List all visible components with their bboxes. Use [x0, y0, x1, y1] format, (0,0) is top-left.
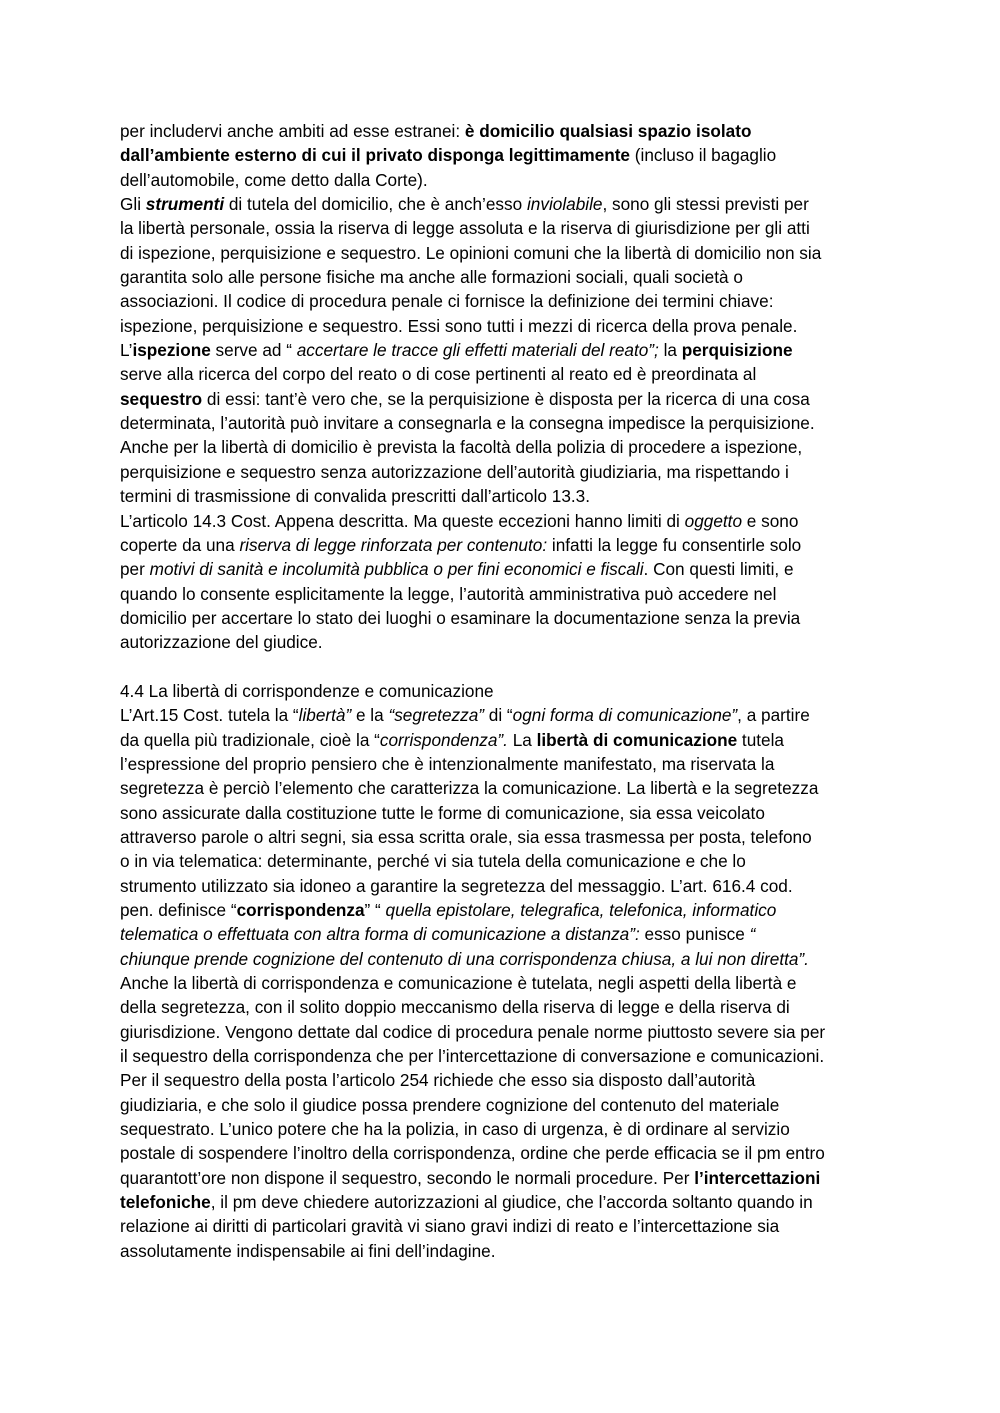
text-run: pen. definisce “	[120, 900, 237, 920]
text-line	[120, 362, 890, 386]
text-line	[120, 1214, 890, 1238]
text-line	[120, 338, 890, 362]
emphasized-text: oggetto	[684, 510, 743, 531]
text-run: L’	[120, 340, 133, 361]
text-run: assolutamente indispensabile ai fini dell’indagine.	[120, 1240, 496, 1261]
text-line	[120, 192, 890, 216]
text-run: relazione ai diritti di particolari gravità vi siano gravi indizi di reato e l’intercettazione sia	[120, 1216, 780, 1237]
text-run: e la	[351, 705, 389, 726]
text-run: da quella più tradizionale, cioè la “	[120, 729, 380, 750]
emphasized-text: accertare le tracce gli effetti materiali del reato”;	[296, 340, 659, 361]
text-line	[120, 582, 890, 606]
document-body	[120, 119, 890, 1263]
text-run: (incluso il bagaglio	[630, 145, 777, 166]
text-run: esso punisce	[639, 924, 750, 945]
text-line	[120, 387, 890, 411]
text-line	[120, 1239, 890, 1263]
text-line	[120, 801, 890, 825]
text-line	[120, 289, 890, 313]
emphasized-text: strumenti	[145, 194, 225, 215]
text-run: termini di trasmissione di convalida prescritti dall’articolo 13.3.	[120, 486, 590, 507]
text-run: la	[658, 340, 682, 361]
text-run: giudiziaria, e che solo il giudice possa prendere cognizione del contenuto del materiale	[120, 1094, 780, 1115]
text-line	[120, 143, 890, 167]
text-run: per includervi anche ambiti ad esse estranei:	[120, 121, 465, 141]
emphasized-text: è domicilio qualsiasi spazio isolato	[464, 121, 752, 141]
emphasized-text: quella epistolare, telegrafica, telefonica, informatico	[385, 900, 777, 920]
text-run: coperte da una	[120, 534, 240, 555]
text-line	[120, 630, 890, 654]
text-run: sequestrato. L’unico potere che ha la polizia, in caso di urgenza, è di ordinare al servizio	[120, 1119, 790, 1140]
text-line	[120, 1141, 890, 1165]
text-line	[120, 1068, 890, 1092]
text-run: per	[120, 559, 150, 580]
text-run: determinata, l’autorità può invitare a consegnarla e la consegna impedisce la perquisizione.	[120, 413, 815, 434]
text-run: , a partire	[737, 705, 810, 726]
text-run: ” “	[364, 900, 386, 920]
text-line	[120, 1093, 890, 1117]
text-line	[120, 947, 890, 971]
text-line	[120, 1020, 890, 1044]
text-run: perquisizione e sequestro senza autorizzazione dell’autorità giudiziaria, ma rispettando i	[120, 461, 789, 482]
section-heading: 4.4 La libertà di corrispondenze e comunicazione	[120, 680, 494, 701]
text-run: della segretezza, con il solito doppio meccanismo della riserva di legge e della riserva di	[120, 997, 790, 1018]
text-run: di ispezione, perquisizione e sequestro. Le opinioni comuni che la libertà di domicilio non sia	[120, 242, 822, 263]
emphasized-text: riserva di legge rinforzata per contenuto:	[239, 534, 548, 555]
text-run: quarantott’ore non dispone il sequestro, secondo le normali procedure. Per	[120, 1167, 695, 1188]
emphasized-text: l’intercettazioni	[694, 1167, 821, 1188]
text-run: La	[507, 729, 537, 750]
text-line	[120, 1166, 890, 1190]
text-run: tutela	[737, 729, 784, 750]
text-run: . Con questi limiti, e	[643, 559, 794, 580]
emphasized-text: ogni forma di comunicazione”	[512, 705, 738, 726]
text-run: Anche la libertà di corrispondenza e comunicazione è tutelata, negli aspetti della libertà e	[120, 973, 797, 994]
emphasized-text: dall’ambiente esterno di cui il privato disponga legittimamente	[120, 145, 630, 166]
text-run: di “	[484, 705, 513, 726]
text-line	[120, 1044, 890, 1068]
emphasized-text: “segretezza”	[388, 705, 484, 726]
text-line	[120, 971, 890, 995]
emphasized-text: perquisizione	[681, 340, 793, 361]
text-line	[120, 533, 890, 557]
text-line	[120, 849, 890, 873]
text-run: Per il sequestro della posta l’articolo 254 richiede che esso sia disposto dall’autorità	[120, 1070, 756, 1091]
text-line	[120, 168, 890, 192]
text-run: Anche per la libertà di domicilio è prevista la facoltà della polizia di procedere a ispezione,	[120, 437, 803, 458]
text-run: segretezza è perciò l’elemento che caratterizza la comunicazione. La libertà e la segretezza	[120, 778, 819, 799]
emphasized-text: corrispondenza”.	[379, 729, 508, 750]
text-line	[120, 241, 890, 265]
text-line	[120, 995, 890, 1019]
text-line	[120, 728, 890, 752]
blank-line	[120, 655, 890, 679]
text-run: e sono	[742, 510, 799, 531]
text-run: di tutela del domicilio, che è anch’esso	[224, 194, 527, 215]
text-run: quando lo consente esplicitamente la legge, l’autorità amministrativa può accedere nel	[120, 583, 777, 604]
text-line	[120, 411, 890, 435]
text-run: associazioni. Il codice di procedura penale ci fornisce la definizione dei termini chiave:	[120, 291, 774, 312]
text-run: Gli	[120, 194, 146, 215]
text-run: , sono gli stessi previsti per	[602, 194, 809, 215]
emphasized-text: ispezione	[132, 340, 211, 361]
text-run: ispezione, perquisizione e sequestro. Essi sono tutti i mezzi di ricerca della prova penale.	[120, 315, 798, 336]
text-run: serve ad “	[210, 340, 297, 361]
text-line	[120, 509, 890, 533]
emphasized-text: telematica o effettuata con altra forma di comunicazione a distanza”:	[120, 924, 640, 945]
text-run: autorizzazione del giudice.	[120, 632, 323, 653]
text-line	[120, 606, 890, 630]
text-run: di essi: tant’è vero che, se la perquisizione è disposta per la ricerca di una cosa	[202, 388, 810, 409]
emphasized-text: libertà”	[298, 705, 352, 726]
text-line	[120, 922, 890, 946]
emphasized-text: corrispondenza	[236, 900, 365, 920]
text-line	[120, 898, 890, 922]
text-run: L’articolo 14.3 Cost. Appena descritta. Ma queste eccezioni hanno limiti di	[120, 510, 685, 531]
text-line	[120, 314, 890, 338]
text-run: sono assicurate dalla costituzione tutte le forme di comunicazione, sia essa veicolato	[120, 802, 765, 823]
text-run: o in via telematica: determinante, perché vi sia tutela della comunicazione e che lo	[120, 851, 746, 872]
text-run: L’Art.15 Cost. tutela la “	[120, 705, 299, 726]
text-run: domicilio per accertare lo stato dei luoghi o esaminare la documentazione senza la previa	[120, 607, 801, 628]
emphasized-text: sequestro	[120, 388, 203, 409]
text-line	[120, 752, 890, 776]
emphasized-text: motivi di sanità e incolumità pubblica o per fini economici e fiscali	[149, 559, 644, 580]
text-line	[120, 557, 890, 581]
text-line	[120, 216, 890, 240]
text-line	[120, 265, 890, 289]
text-run: garantita solo alle persone fisiche ma anche alle formazioni sociali, quali società o	[120, 267, 743, 288]
section-domicilio	[120, 119, 890, 655]
emphasized-text: chiunque prende cognizione del contenuto di una corrispondenza chiusa, a lui non diretta”.	[120, 948, 809, 969]
text-line	[120, 435, 890, 459]
text-run: , il pm deve chiedere autorizzazioni al giudice, che l’accorda soltanto quando in	[210, 1192, 813, 1213]
text-run: il sequestro della corrispondenza che per l’intercettazione di conversazione e comunicazioni.	[120, 1046, 825, 1067]
text-run: postale di sospendere l’inoltro della corrispondenza, ordine che perde efficacia se il pm entro	[120, 1143, 825, 1164]
text-line	[120, 119, 890, 143]
text-line	[120, 1190, 890, 1214]
text-line	[120, 703, 890, 727]
text-line	[120, 874, 890, 898]
text-run: infatti la legge fu consentirle solo	[547, 534, 802, 555]
emphasized-text: inviolabile	[526, 194, 603, 215]
text-run: la libertà personale, ossia la riserva di legge assoluta e la riserva di giurisdizione per gli atti	[120, 218, 810, 239]
text-run: l’espressione del proprio pensiero che è intenzionalmente manifestato, ma riservata la	[120, 753, 775, 774]
emphasized-text: telefoniche	[120, 1192, 211, 1213]
text-line	[120, 825, 890, 849]
text-run: serve alla ricerca del corpo del reato o di cose pertinenti al reato ed è preordinata al	[120, 364, 757, 385]
text-line	[120, 484, 890, 508]
text-run: dell’automobile, come detto dalla Corte).	[120, 169, 428, 190]
text-run: giurisdizione. Vengono dettate dal codice di procedura penale norme piuttosto severe sia per	[120, 1021, 826, 1042]
emphasized-text: “	[749, 924, 756, 945]
text-line	[120, 776, 890, 800]
emphasized-text: libertà di comunicazione	[536, 729, 738, 750]
text-run: attraverso parole o altri segni, sia essa scritta orale, sia essa trasmessa per posta, telefono	[120, 826, 812, 847]
section-corrispondenza	[120, 703, 890, 1263]
text-line	[120, 1117, 890, 1141]
text-line	[120, 460, 890, 484]
text-run: strumento utilizzato sia idoneo a garantire la segretezza del messaggio. L’art. 616.4 cod.	[120, 875, 793, 896]
